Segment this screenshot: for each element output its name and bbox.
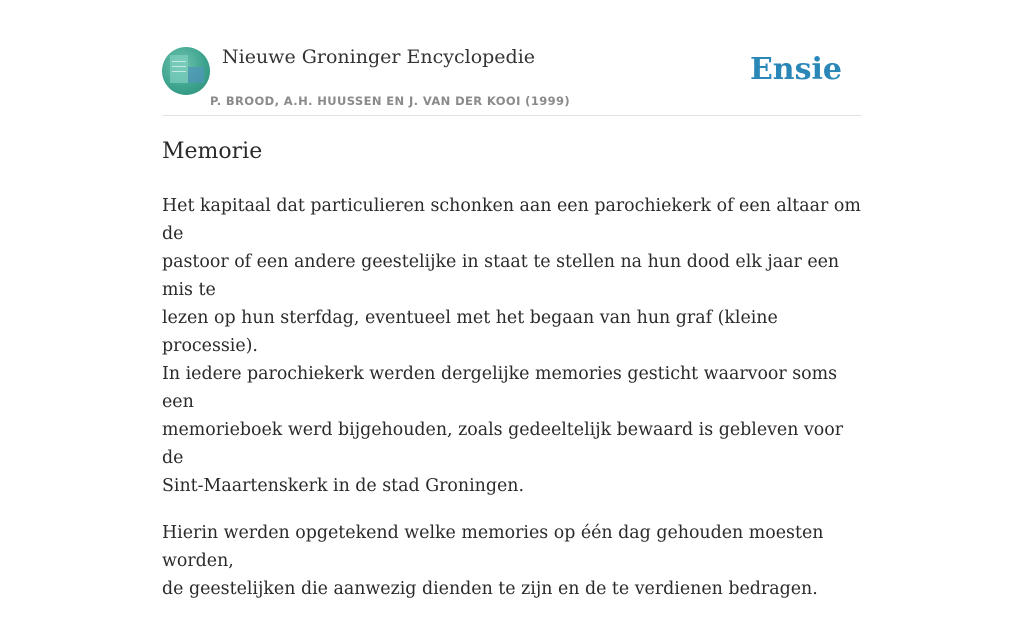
entry-paragraph: Hierin werden opgetekend welke memories op één dag gehouden moesten worden, de geestelijken die aanwezig dienden te zijn en de te verdienen bedragen. (162, 523, 824, 599)
entry-title: Memorie (162, 139, 263, 164)
cover-panel-accent (188, 67, 204, 83)
entry-paragraph: Het kapitaal dat particulieren schonken aan een parochiekerk of een altaar om de pastoor of een andere geestelijke in staat te stellen na hun dood elk jaar een mis te lezen op hun sterfdag, eventueel met het begaan van hun graf (kleine processie). In iedere parochiekerk werden dergelijke memories gesticht waarvoor soms een memorieboek werd bijgehouden, zoals gedeeltelijk bewaard is gebleven voor de Sint-Maartenskerk in de stad Groningen. (162, 196, 861, 496)
cover-line (172, 71, 186, 72)
source-header (162, 44, 862, 116)
cover-line (172, 66, 186, 67)
cover-panel (170, 55, 188, 83)
entry-body (162, 192, 862, 622)
book-title[interactable]: Nieuwe Groninger Encyclopedie (222, 46, 536, 68)
book-cover-image[interactable] (162, 47, 210, 95)
book-authors: P. BROOD, A.H. HUUSSEN EN J. VAN DER KOOI (1999) (210, 94, 571, 108)
cover-line (172, 61, 186, 62)
brand-logo[interactable]: Ensie (749, 52, 842, 87)
